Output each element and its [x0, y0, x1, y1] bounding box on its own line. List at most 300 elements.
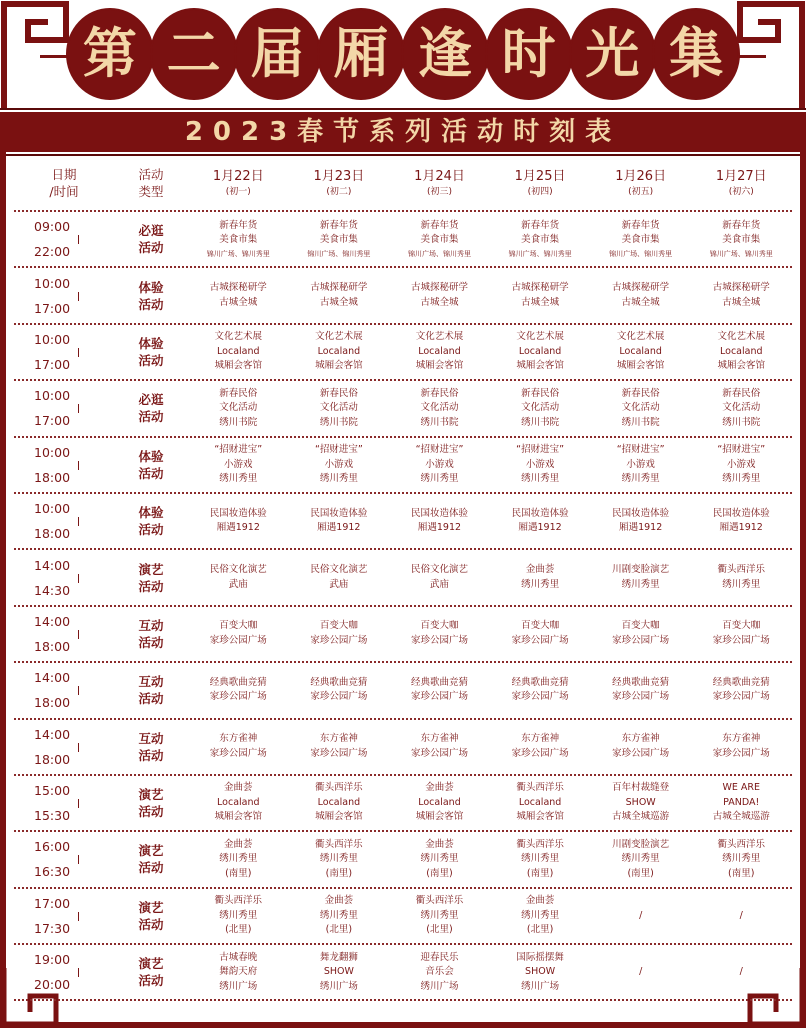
activity-text: 舞韵天府: [219, 966, 258, 978]
activity-cell: [188, 550, 289, 604]
activity-cell: [490, 720, 591, 774]
time-cell: [14, 832, 114, 886]
activity-text: 民国妆造体验: [410, 507, 468, 519]
activity-type: 活动: [138, 804, 164, 820]
activity-text: 小游戏: [525, 458, 555, 470]
title-char: 届: [236, 10, 320, 98]
activity-text: 古城春晚: [219, 951, 258, 963]
activity-type: 活动: [138, 465, 164, 481]
activity-cell: [490, 381, 591, 435]
activity-text: 小游戏: [224, 458, 253, 470]
activity-text: 百变大咖: [521, 620, 560, 632]
header-date: 1月27日: [715, 169, 767, 184]
activity-cell: [590, 381, 691, 435]
activity-cell: [289, 381, 390, 435]
activity-type: 演艺: [138, 899, 164, 915]
activity-text: 衢头西洋乐: [717, 838, 766, 850]
header-date: 1月25日: [514, 169, 566, 184]
activity-text: 衢头西洋乐: [315, 782, 363, 794]
activity-cell: [389, 494, 490, 548]
activity-cell: [188, 438, 289, 492]
activity-text: 衢头西洋乐: [516, 782, 564, 794]
activity-text: 经典歌曲竞猜: [209, 676, 267, 688]
time-range: [34, 894, 94, 938]
activity-text: 武庙: [329, 578, 349, 590]
activity-text: 新春民俗: [621, 387, 660, 399]
activity-cell: [188, 889, 289, 943]
activity-text: 古城探秘研学: [310, 282, 368, 294]
activity-cell: [691, 494, 792, 548]
activity-type: 互动: [138, 674, 164, 690]
activity-text: 小游戏: [727, 458, 756, 470]
activity-text: 家珍公园广场: [612, 634, 670, 646]
table-row: [14, 494, 792, 550]
activity-text: “招财进宝”: [214, 444, 263, 455]
activity-type: 演艺: [138, 787, 164, 803]
end-time: 15:30: [34, 808, 71, 824]
activity-text: “招财进宝”: [415, 444, 464, 455]
activity-text: 锦川广场、锦川秀里: [407, 249, 471, 258]
activity-text: 城厢会客馆: [315, 360, 363, 372]
activity-text: 衢头西洋乐: [717, 564, 766, 576]
activity-cell: [490, 550, 591, 604]
activity-text: 民国妆造体验: [511, 507, 569, 519]
time-cell: [14, 776, 114, 830]
end-time: 14:30: [34, 582, 71, 598]
end-time: 17:00: [34, 356, 71, 372]
activity-text: 美食市集: [219, 234, 258, 246]
activity-text: /: [739, 966, 743, 978]
activity-text: 锦川广场、锦川秀里: [609, 249, 673, 258]
corner-fret-top-left: [0, 0, 70, 110]
activity-text: 城厢会客馆: [214, 360, 263, 372]
activity-text: 经典歌曲竞猜: [612, 676, 670, 688]
activity-cell: [289, 212, 390, 266]
activity-cell: [590, 945, 691, 999]
time-cell: [14, 945, 114, 999]
start-time: 14:00: [34, 613, 71, 629]
time-range: [34, 274, 94, 318]
activity-text: Localand: [518, 796, 562, 808]
activity-type: 演艺: [138, 843, 164, 859]
activity-text: 锦川广场、锦川秀里: [206, 249, 270, 258]
start-time: 10:00: [34, 444, 71, 460]
type-cell: [114, 663, 188, 717]
activity-text: 家珍公园广场: [310, 747, 368, 759]
subtitle: 2023春节系列活动时刻表: [184, 117, 622, 147]
start-time: 16:00: [34, 839, 71, 855]
activity-text: 古城探秘研学: [410, 282, 468, 294]
end-time: 18:00: [34, 695, 71, 711]
time-separator: [78, 799, 79, 808]
activity-text: “招财进宝”: [616, 444, 665, 455]
activity-text: Localand: [317, 796, 361, 808]
activity-text: 古城全城巡游: [712, 811, 770, 823]
activity-text: 文化艺术展: [415, 331, 464, 343]
activity-text: 绣川秀里: [521, 578, 560, 590]
header-time-line1: 日期: [51, 167, 77, 182]
activity-text: 绣川秀里: [420, 473, 459, 484]
activity-text: 绣川秀里: [521, 909, 560, 921]
start-time: 10:00: [34, 388, 71, 404]
activity-cell: [691, 212, 792, 266]
activity-text: 家珍公园广场: [712, 747, 770, 759]
activity-text: 衢头西洋乐: [315, 838, 363, 850]
type-cell: [114, 550, 188, 604]
activity-type: 活动: [138, 578, 164, 594]
activity-text: 绣川秀里: [319, 909, 358, 921]
activity-cell: [490, 494, 591, 548]
activity-text: 绣川秀里: [722, 473, 761, 484]
activity-cell: [289, 607, 390, 661]
activity-text: 武庙: [429, 578, 449, 590]
activity-text: 文化艺术展: [214, 331, 263, 343]
activity-cell: [590, 663, 691, 717]
activity-text: 新春民俗: [319, 387, 358, 399]
activity-text: 古城全城: [420, 296, 459, 308]
table-row: [14, 945, 792, 1001]
activity-cell: [389, 550, 490, 604]
activity-text: 迎春民乐: [420, 951, 459, 963]
header-day: [590, 156, 691, 210]
activity-text: 文化艺术展: [717, 331, 766, 343]
activity-text: 绣川秀里: [722, 853, 761, 865]
end-time: 20:00: [34, 977, 71, 993]
activity-text: 文化活动: [621, 402, 660, 414]
end-time: 17:00: [34, 413, 71, 429]
title-char: 集: [654, 10, 738, 98]
activity-cell: [590, 212, 691, 266]
activity-text: 家珍公园广场: [209, 691, 267, 703]
activity-text: 川剧变脸演艺: [612, 564, 670, 576]
activity-cell: [590, 607, 691, 661]
table-header-row: [14, 156, 792, 212]
activity-text: 家珍公园广场: [410, 634, 468, 646]
activity-cell: [289, 776, 390, 830]
table-row: [14, 720, 792, 776]
type-cell: [114, 268, 188, 322]
table-row: [14, 663, 792, 719]
activity-text: 百变大咖: [219, 620, 258, 632]
time-separator: [78, 855, 79, 864]
activity-text: 新春年货: [521, 219, 560, 231]
activity-text: 锦川广场、锦川秀里: [709, 249, 773, 258]
activity-cell: [389, 325, 490, 379]
activity-text: Localand: [619, 345, 662, 357]
activity-cell: [490, 325, 591, 379]
activity-text: “招财进宝”: [314, 444, 363, 455]
activity-text: 古城全城: [521, 296, 560, 308]
header-day: [389, 156, 490, 210]
time-cell: [14, 663, 114, 717]
activity-text: 经典歌曲竞猜: [511, 676, 569, 688]
activity-text: 文化活动: [219, 402, 258, 414]
activity-cell: [389, 720, 490, 774]
end-time: 18:00: [34, 638, 71, 654]
activity-text: 绣川书院: [420, 416, 459, 428]
activity-text: 家珍公园广场: [511, 691, 569, 703]
type-cell: [114, 776, 188, 830]
activity-text: SHOW: [323, 966, 354, 978]
title-char: 二: [152, 10, 236, 98]
time-separator: [78, 686, 79, 695]
activity-text: 古城探秘研学: [511, 282, 569, 294]
activity-text: 百年村裁缝登: [612, 782, 670, 794]
time-range: [34, 837, 94, 881]
activity-text: 古城全城: [621, 296, 660, 308]
time-separator: [78, 292, 79, 301]
header-lunar: (初二): [326, 187, 352, 197]
activity-type: 活动: [138, 296, 164, 312]
activity-cell: [289, 889, 390, 943]
activity-cell: [188, 832, 289, 886]
activity-text: 美食市集: [319, 234, 358, 246]
header-type: [114, 156, 188, 210]
activity-cell: [389, 607, 490, 661]
time-separator: [78, 461, 79, 470]
time-cell: [14, 550, 114, 604]
activity-text: 古城探秘研学: [712, 282, 770, 294]
activity-text: SHOW: [525, 966, 556, 978]
activity-cell: [691, 663, 792, 717]
activity-text: (北里): [526, 924, 554, 936]
time-cell: [14, 889, 114, 943]
activity-text: 绣川秀里: [722, 578, 761, 590]
activity-text: 新春民俗: [219, 387, 258, 399]
activity-cell: [590, 720, 691, 774]
activity-text: 家珍公园广场: [209, 747, 267, 759]
activity-text: 文化活动: [420, 402, 459, 414]
activity-text: 金曲荟: [525, 895, 555, 907]
activity-cell: [490, 212, 591, 266]
type-cell: [114, 945, 188, 999]
table-row: [14, 607, 792, 663]
activity-text: 家珍公园广场: [712, 634, 770, 646]
activity-cell: [490, 945, 591, 999]
activity-text: 厢遇1912: [518, 522, 562, 534]
activity-cell: [389, 663, 490, 717]
activity-text: 厢遇1912: [417, 522, 462, 534]
type-cell: [114, 325, 188, 379]
header-time-line2: /时间: [49, 184, 79, 199]
activity-cell: [188, 607, 289, 661]
activity-cell: [691, 889, 792, 943]
start-time: 14:00: [34, 670, 71, 686]
frame-left: [0, 152, 6, 1028]
activity-cell: [490, 776, 591, 830]
time-range: [34, 330, 94, 374]
activity-text: 新春民俗: [722, 387, 761, 399]
activity-text: (南里): [225, 867, 252, 879]
title-char: 光: [571, 10, 655, 98]
header-time: [14, 156, 114, 210]
activity-text: 新春年货: [219, 219, 258, 231]
activity-text: 绣川书院: [319, 416, 358, 428]
time-range: [34, 781, 94, 825]
activity-type: 活动: [138, 409, 164, 425]
activity-cell: [289, 494, 390, 548]
activity-cell: [389, 268, 490, 322]
activity-text: 城厢会客馆: [415, 360, 464, 372]
activity-text: 文化活动: [319, 402, 358, 414]
activity-text: 金曲荟: [324, 895, 354, 907]
activity-cell: [188, 663, 289, 717]
activity-text: 美食市集: [521, 234, 560, 246]
table-row: [14, 776, 792, 832]
time-cell: [14, 720, 114, 774]
time-range: [34, 386, 94, 430]
activity-text: 锦川广场、锦川秀里: [508, 249, 572, 258]
time-separator: [78, 743, 79, 752]
activity-cell: [289, 945, 390, 999]
activity-text: 城厢会客馆: [516, 811, 564, 823]
type-cell: [114, 607, 188, 661]
time-separator: [78, 348, 79, 357]
activity-text: 民国妆造体验: [209, 507, 267, 519]
activity-text: Localand: [720, 345, 763, 357]
activity-type: 体验: [138, 279, 164, 295]
activity-cell: [389, 889, 490, 943]
time-separator: [78, 517, 79, 526]
time-range: [34, 499, 94, 543]
activity-text: (南里): [627, 867, 654, 879]
table-row: [14, 381, 792, 437]
activity-cell: [389, 945, 490, 999]
activity-text: “招财进宝”: [717, 444, 766, 455]
activity-cell: [389, 381, 490, 435]
table-row: [14, 550, 792, 606]
header-lunar: (初五): [628, 187, 654, 197]
table-row: [14, 268, 792, 324]
activity-cell: [289, 438, 390, 492]
activity-cell: [590, 889, 691, 943]
activity-text: 文化活动: [722, 402, 761, 414]
activity-text: 美食市集: [722, 234, 761, 246]
activity-text: 家珍公园广场: [410, 747, 468, 759]
activity-text: 新春年货: [420, 219, 459, 231]
time-separator: [78, 235, 79, 244]
time-cell: [14, 325, 114, 379]
activity-text: 金曲荟: [425, 782, 454, 794]
activity-text: (北里): [225, 924, 252, 936]
activity-text: 民俗文化演艺: [410, 564, 468, 576]
activity-text: 音乐会: [425, 966, 454, 978]
time-cell: [14, 381, 114, 435]
activity-cell: [289, 550, 390, 604]
activity-cell: [691, 776, 792, 830]
activity-type: 互动: [138, 730, 164, 746]
activity-text: 美食市集: [621, 234, 660, 246]
header-type-line1: 活动: [138, 167, 164, 182]
activity-text: (南里): [325, 867, 353, 879]
activity-text: Localand: [217, 796, 260, 808]
activity-text: 金曲荟: [224, 838, 253, 850]
activity-text: 绣川秀里: [219, 473, 258, 484]
activity-text: 文化活动: [521, 402, 560, 414]
table-body: [14, 212, 792, 1001]
title-char: 厢: [319, 10, 403, 98]
time-cell: [14, 268, 114, 322]
activity-text: 衢头西洋乐: [415, 895, 464, 907]
header-lunar: (初四): [527, 187, 553, 197]
activity-text: 民俗文化演艺: [209, 564, 267, 576]
activity-text: Localand: [418, 796, 461, 808]
activity-cell: [188, 381, 289, 435]
activity-text: (南里): [426, 867, 453, 879]
activity-cell: [691, 325, 792, 379]
activity-text: 绣川秀里: [319, 853, 358, 865]
activity-type: 演艺: [138, 956, 164, 972]
activity-text: 绣川书院: [219, 416, 258, 428]
title-char: 时: [487, 10, 571, 98]
activity-text: 民国妆造体验: [712, 507, 770, 519]
activity-text: 东方雀神: [219, 733, 258, 745]
activity-type: 活动: [138, 240, 164, 256]
activity-cell: [188, 325, 289, 379]
type-cell: [114, 381, 188, 435]
frame-right: [800, 152, 806, 1028]
activity-text: 川剧变脸演艺: [612, 838, 670, 850]
activity-cell: [289, 832, 390, 886]
event-title: [68, 10, 738, 102]
start-time: 17:00: [34, 895, 71, 911]
activity-text: 武庙: [228, 578, 248, 590]
activity-text: 古城全城巡游: [612, 811, 670, 823]
activity-text: 城厢会客馆: [214, 811, 263, 823]
activity-cell: [389, 212, 490, 266]
activity-type: 活动: [138, 634, 164, 650]
activity-cell: [590, 550, 691, 604]
activity-text: 金曲荟: [425, 838, 454, 850]
end-time: 18:00: [34, 526, 71, 542]
end-time: 17:30: [34, 920, 71, 936]
activity-cell: [188, 268, 289, 322]
activity-type: 体验: [138, 335, 164, 351]
corner-fret-top-right: [736, 0, 806, 110]
time-range: [34, 950, 94, 994]
activity-text: 绣川广场: [420, 980, 459, 992]
activity-text: 古城全城: [722, 296, 761, 308]
header-date: 1月24日: [414, 169, 465, 184]
activity-text: /: [639, 966, 643, 978]
activity-type: 必逛: [138, 392, 164, 408]
activity-text: 金曲荟: [525, 564, 555, 576]
activity-text: 家珍公园广场: [511, 634, 569, 646]
header-day: [691, 156, 792, 210]
time-separator: [78, 404, 79, 413]
activity-cell: [389, 776, 490, 830]
activity-text: 民国妆造体验: [310, 507, 368, 519]
time-range: [34, 556, 94, 600]
time-cell: [14, 607, 114, 661]
activity-text: 绣川秀里: [219, 853, 258, 865]
activity-text: 新春年货: [621, 219, 660, 231]
start-time: 10:00: [34, 331, 71, 347]
activity-text: 新春民俗: [420, 387, 459, 399]
activity-text: 百变大咖: [621, 620, 660, 632]
activity-text: 城厢会客馆: [315, 811, 363, 823]
activity-text: 古城全城: [319, 296, 358, 308]
activity-text: 民国妆造体验: [612, 507, 670, 519]
activity-type: 演艺: [138, 561, 164, 577]
table-row: [14, 889, 792, 945]
activity-text: SHOW: [625, 796, 656, 808]
activity-text: 新春年货: [319, 219, 358, 231]
table-row: [14, 212, 792, 268]
activity-text: 百变大咖: [420, 620, 459, 632]
activity-text: 绣川秀里: [319, 473, 358, 484]
activity-cell: [188, 720, 289, 774]
